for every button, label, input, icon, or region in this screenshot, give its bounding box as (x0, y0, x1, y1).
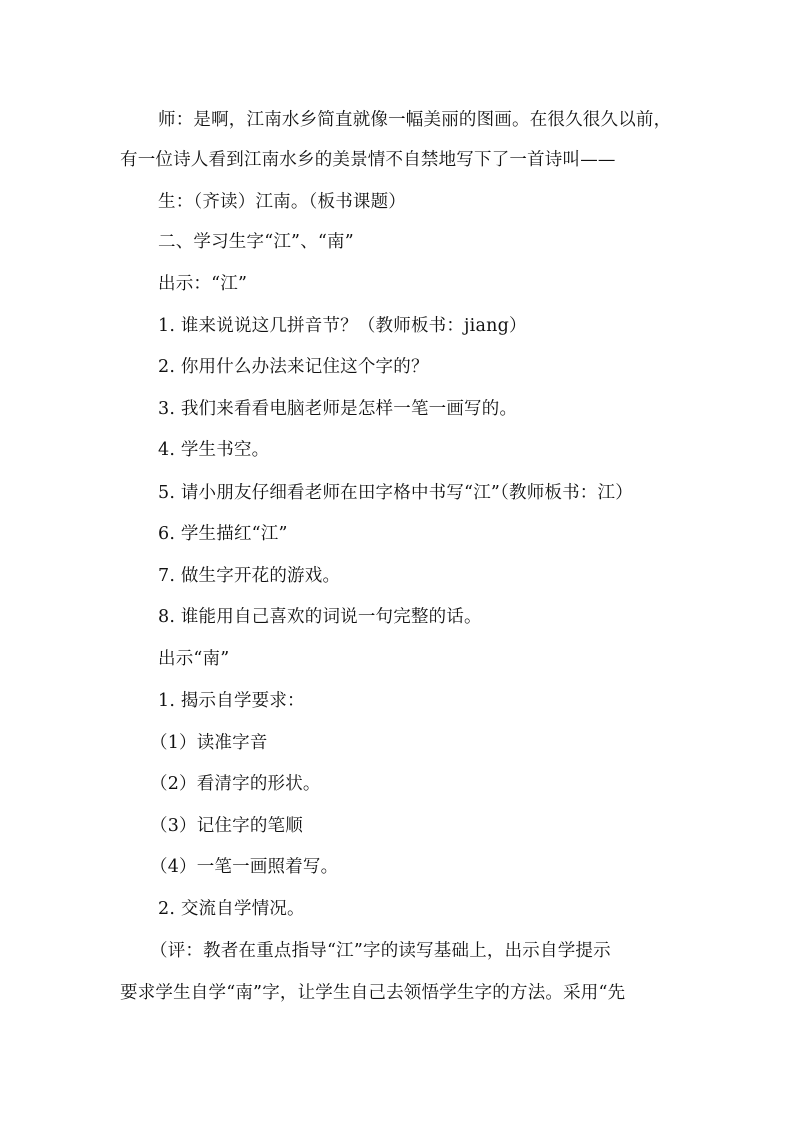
show-jiang-line: 出示：“江” (158, 274, 248, 294)
section-heading-characters: 二、学习生字“江”、“南” (158, 232, 354, 252)
list-item: 6. 学生描红“江” (158, 524, 288, 544)
paragraph-teacher-line-continued: 有一位诗人看到江南水乡的美景情不自禁地写下了一首诗叫—— (120, 150, 616, 170)
list-item: 2. 交流自学情况。 (158, 899, 305, 919)
list-item: 1. 揭示自学要求： (158, 691, 305, 711)
show-nan-line: 出示“南” (158, 649, 230, 669)
list-item: 7. 做生字开花的游戏。 (158, 566, 341, 586)
list-item: 8. 谁能用自己喜欢的词说一句完整的话。 (158, 607, 482, 627)
sub-list-item: （1）读准字音 (150, 733, 268, 753)
paragraph-teacher-line: 师：是啊，江南水乡简直就像一幅美丽的图画。在很久很久以前， (158, 110, 672, 130)
list-item: 2. 你用什么办法来记住这个字的？ (158, 357, 429, 377)
list-item: 3. 我们来看看电脑老师是怎样一笔一画写的。 (158, 399, 518, 419)
list-item: 1. 谁来说说这几拼音节？（教师板书：jiang） (158, 316, 527, 336)
sub-list-item: （2）看清字的形状。 (150, 774, 321, 794)
list-item: 4. 学生书空。 (158, 440, 270, 460)
list-item: 5. 请小朋友仔细看老师在田字格中书写“江”（教师板书：江） (158, 483, 633, 503)
sub-list-item: （4）一笔一画照着写。 (150, 857, 339, 877)
commentary-line-continued: 要求学生自学“南”字，让学生自己去领悟学生字的方法。采用“先 (120, 983, 626, 1003)
commentary-line: （评：教者在重点指导“江”字的读写基础上，出示自学提示 (150, 941, 611, 961)
sub-list-item: （3）记住字的笔顺 (150, 816, 303, 836)
paragraph-student-reading: 生：（齐读）江南。（板书课题） (158, 192, 406, 212)
